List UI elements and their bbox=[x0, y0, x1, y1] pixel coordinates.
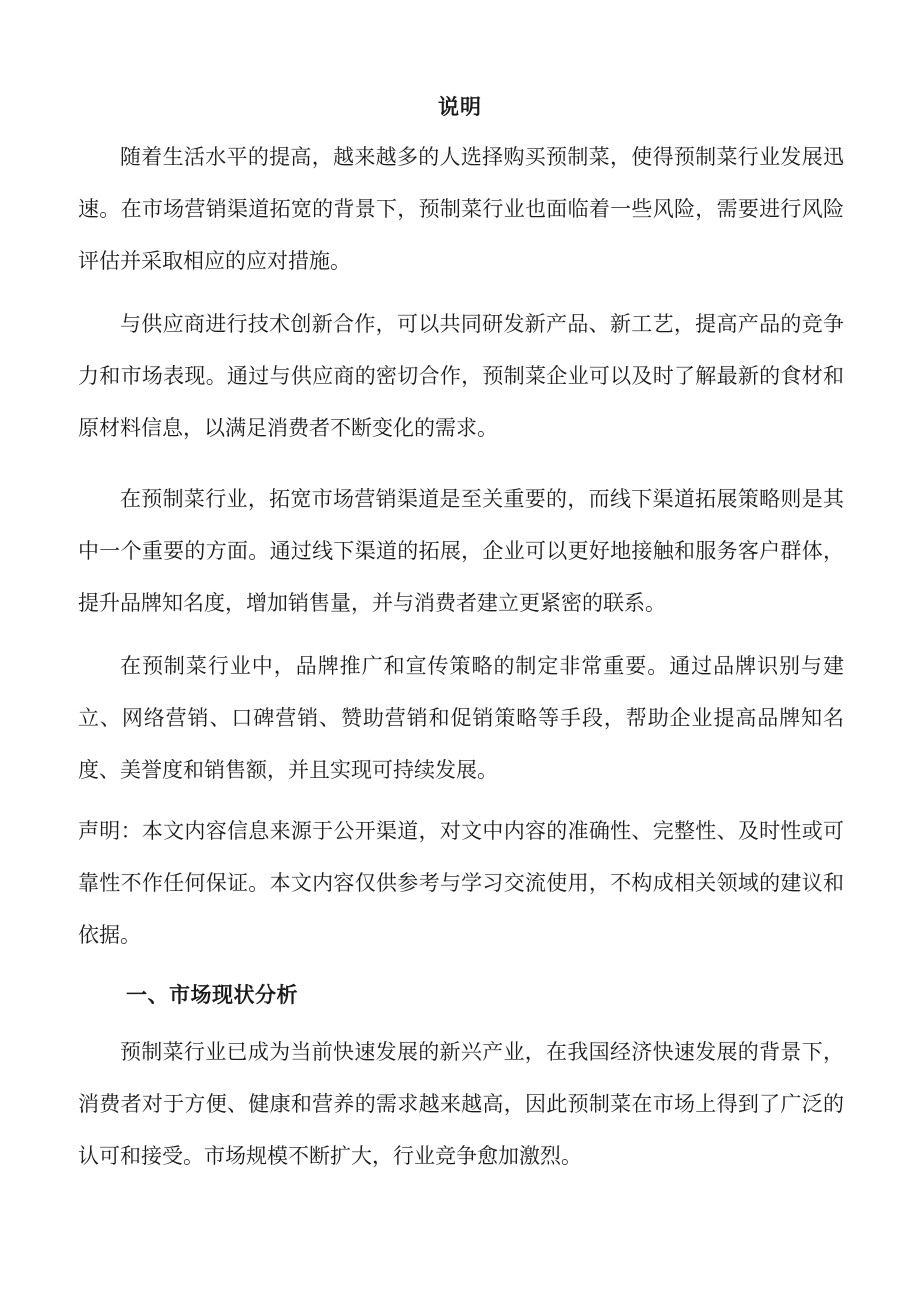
disclaimer-paragraph: 声明：本文内容信息来源于公开渠道，对文中内容的准确性、完整性、及时性或可靠性不作任何保证。本文内容仅供参考与学习交流使用，不构成相关领域的建议和依据。 bbox=[78, 819, 844, 947]
document-title: 说明 bbox=[438, 94, 482, 119]
intro-paragraph-4: 在预制菜行业中，品牌推广和宣传策略的制定非常重要。通过品牌识别与建立、网络营销、口碑营销、赞助营销和促销策略等手段，帮助企业提高品牌知名度、美誉度和销售额，并且实现可持续发展。 bbox=[78, 654, 844, 782]
section-heading-market-status: 一、市场现状分析 bbox=[126, 982, 298, 1007]
intro-paragraph-1: 随着生活水平的提高，越来越多的人选择购买预制菜，使得预制菜行业发展迅速。在市场营销渠道拓宽的背景下，预制菜行业也面临着一些风险，需要进行风险评估并采取相应的应对措施。 bbox=[78, 145, 844, 273]
section-paragraph-market-status: 预制菜行业已成为当前快速发展的新兴产业，在我国经济快速发展的背景下，消费者对于方便、健康和营养的需求越来越高，因此预制菜在市场上得到了广泛的认可和接受。市场规模不断扩大，行业竞争愈加激烈。 bbox=[78, 1040, 844, 1168]
intro-paragraph-2: 与供应商进行技术创新合作，可以共同研发新产品、新工艺，提高产品的竞争力和市场表现。通过与供应商的密切合作，预制菜企业可以及时了解最新的食材和原材料信息，以满足消费者不断变化的需求。 bbox=[78, 312, 844, 440]
intro-paragraph-3: 在预制菜行业，拓宽市场营销渠道是至关重要的，而线下渠道拓展策略则是其中一个重要的方面。通过线下渠道的拓展，企业可以更好地接触和服务客户群体，提升品牌知名度，增加销售量，并与消费者建立更紧密的联系。 bbox=[78, 487, 844, 615]
